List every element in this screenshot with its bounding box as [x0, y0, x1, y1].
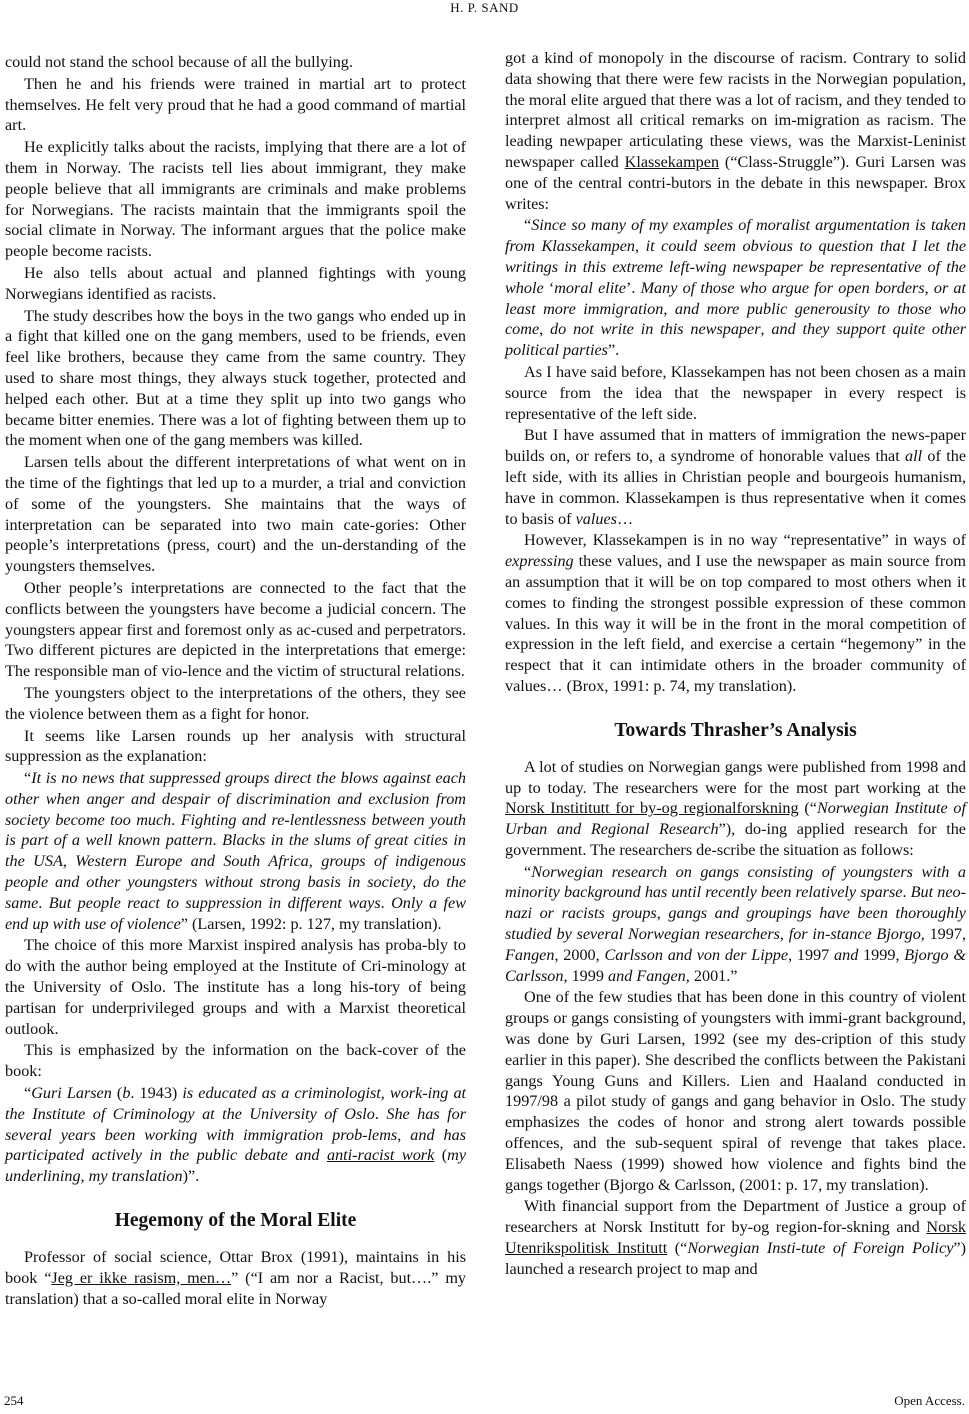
- paragraph: But I have assumed that in matters of immigration the news-paper builds on, or refers to, a syndrome of honorable values that all of the left side, with its allies in Christian people and bourgeois humanism, have in common. Klassekampen is thus representative when it comes to basis of values…: [505, 426, 967, 528]
- paragraph: The youngsters object to the interpretations of the others, they see the violence between them as a fight for honor.: [5, 683, 466, 723]
- paragraph: Other people’s interpretations are connected to the fact that the conflicts between the youngsters have become a judicial concern. The youngsters appear first and foremost only as ac-cused and perpetrators. Two different pictures are depicted in the interpretations that emerge: The responsible man of vio-lence and the victim of structural relations.: [5, 578, 466, 681]
- paragraph: However, Klassekampen is in no way “representative” in ways of expressing these values, and I use the newspaper as main source from an assumption that it will be on top compared to most others when it comes to finding the strongest possible expression of these common values. In this way it will be in the front in the moral competition of expression in the left field, and exercise a certain “hegemony” in the respect that it can intimidate others in the broader community of values… (Brox, 1991: p. 74, my translation).: [505, 531, 966, 695]
- paragraph: As I have said before, Klassekampen has not been chosen as a main source from the idea that the newspaper in every respect is representative of the left side.: [505, 362, 966, 423]
- running-head: H. P. SAND: [450, 0, 519, 15]
- left-column: [5, 52, 466, 1310]
- block-quote: “Since so many of my examples of moralist argumentation is taken from Klassekampen, it could seem obvious to question that I let the writings in this extreme left-wing newspaper be representative of the whole ‘moral elite’. Many of those who argue for open borders, or at least more immigration, and more public generousity to those who come, do not write in this newspaper, and they support quite other political parties”.: [505, 216, 967, 360]
- paragraph: This is emphasized by the information on the back-cover of the book:: [5, 1041, 466, 1081]
- paragraph: One of the few studies that has been done in this country of violent groups or gangs consisting of youngsters with immi-grant background, was done by Guri Larsen, 1992 (see my des-cription of this study earlier in this paper). She described the conflicts between the Pakistani gangs Young Guns and Killers. Lien and Haaland conducted in 1997/98 a pilot study of gangs and gang behavior in Oslo. The study emphasizes the codes of honor and strong alert towards possible offences, and the sub-sequent spiral of revenge that takes place. Elisabeth Naess (1999) showed how violence and fights bind the gangs together (Bjorgo & Carlsson, (2001: p. 17, my translation).: [505, 988, 966, 1194]
- page-number: 254: [4, 1393, 24, 1408]
- paragraph: The study describes how the boys in the two gangs who ended up in a fight that killed one on the gang members, used to be friends, even feel like brothers, because they came from the same country. They used to share most things, they always stuck together, protected and helped each other. But at a time they split up into two gangs who became bitter enemies. There was a lot of fighting between them up to the moment when one of the gang members was killed.: [5, 306, 466, 450]
- paragraph: It seems like Larsen rounds up her analysis with structural suppression as the explanation:: [5, 726, 466, 766]
- paragraph: He also tells about actual and planned fightings with young Norwegians identified as racists.: [5, 263, 466, 303]
- paragraph: He explicitly talks about the racists, implying that there are a lot of them in Norway. The racists tell lies about immigrant, they make people believe that all immigrants are criminals and make problems for Norwegians. The racists maintain that the immigrants spoil the social climate in Norway. The informant argues that the police make people become racists.: [5, 138, 466, 261]
- paragraph: The choice of this more Marxist inspired analysis has proba-bly to do with the author being employed at the Institute of Cri-minology at the University of Oslo. The institute has a long his-tory of being partisan for underprivileged groups and with a Marxist theoretical outlook.: [5, 936, 466, 1038]
- block-quote: “Guri Larsen (b. 1943) is educated as a criminologist, work-ing at the Institute of Criminology at the University of Oslo. She has for several years been working with immigration prob-lems, and has participated actively in the public debate and anti-racist work (my underlining, my translation)”.: [5, 1084, 467, 1186]
- paragraph: Professor of social science, Ottar Brox (1991), maintains in his book “Jeg er ikke rasism, men…” (“I am nor a Racist, but….” my translation) that a so-called moral elite in Norway: [5, 1248, 467, 1308]
- right-column: [505, 48, 966, 1281]
- paragraph: could not stand the school because of all the bullying.: [5, 53, 353, 71]
- publisher-label: Open Access.: [894, 1393, 965, 1408]
- paragraph: A lot of studies on Norwegian gangs were published from 1998 and up to today. The researchers were for the most part working at the Norsk Instititutt for by-og regionalforskning (“Norwegian Institute of Urban and Regional Research”), do-ing applied research for the government. The researchers de-scribe the situation as follows:: [505, 757, 967, 859]
- paragraph: Then he and his friends were trained in martial art to protect themselves. He felt very proud that he had a good command of martial art.: [5, 74, 466, 135]
- section-heading: Hegemony of the Moral Elite: [114, 1210, 357, 1232]
- section-heading: Towards Thrasher’s Analysis: [614, 719, 857, 741]
- block-quote: “Norwegian research on gangs consisting of youngsters with a minority background has until recently been relatively sparse. But neo-nazi or racists groups, gangs and groupings have been thoroughly studied by several Norwegian researchers, for in-stance Bjorgo, 1997, Fangen, 2000, Carlsson and von der Lippe, 1997 and 1999, Bjorgo & Carlsson, 1999 and Fangen, 2001.”: [505, 862, 967, 985]
- paragraph: With financial support from the Department of Justice a group of researchers at Norsk Institutt for by-og region-for-skning and Norsk Utenrikspolitisk Institutt (“Norwegian Insti-tute of Foreign Policy”) launched a research project to map and: [505, 1197, 966, 1278]
- paragraph: got a kind of monopoly in the discourse of racism. Contrary to solid data showing that there were few racists in the Norwegian population, the moral elite argued that there was a lot of racism, and they tended to interpret almost all critical remarks on im-migration as racism. The leading newpaper articulating these views, was the Marxist-Leninist newspaper called Klassekampen (“Class-Struggle”). Guri Larsen was one of the central contri-butors in the debate in this newspaper. Brox writes:: [505, 49, 966, 213]
- block-quote: “It is no news that suppressed groups direct the blows against each other when anger and despair of discrimination and exclusion from society become too much. Fighting and re-lentlessness between youth is part of a well known pattern. Blacks in the slums of great cities in the USA, Western Europe and South Africa, groups of indigenous people and other youngsters without strong basis in society, do the same. But people react to suppression in different ways. Only a few end up with use of violence” (Larsen, 1992: p. 127, my translation).: [5, 769, 467, 933]
- paragraph: Larsen tells about the different interpretations of what went on in the time of the fightings that led up to a murder, a trial and conviction of some of the youngsters. She maintains that the ways of interpretation can be separated into two main cate-gories: Other people’s interpretations (press, court) and the un-derstanding of the youngsters themselves.: [5, 453, 466, 576]
